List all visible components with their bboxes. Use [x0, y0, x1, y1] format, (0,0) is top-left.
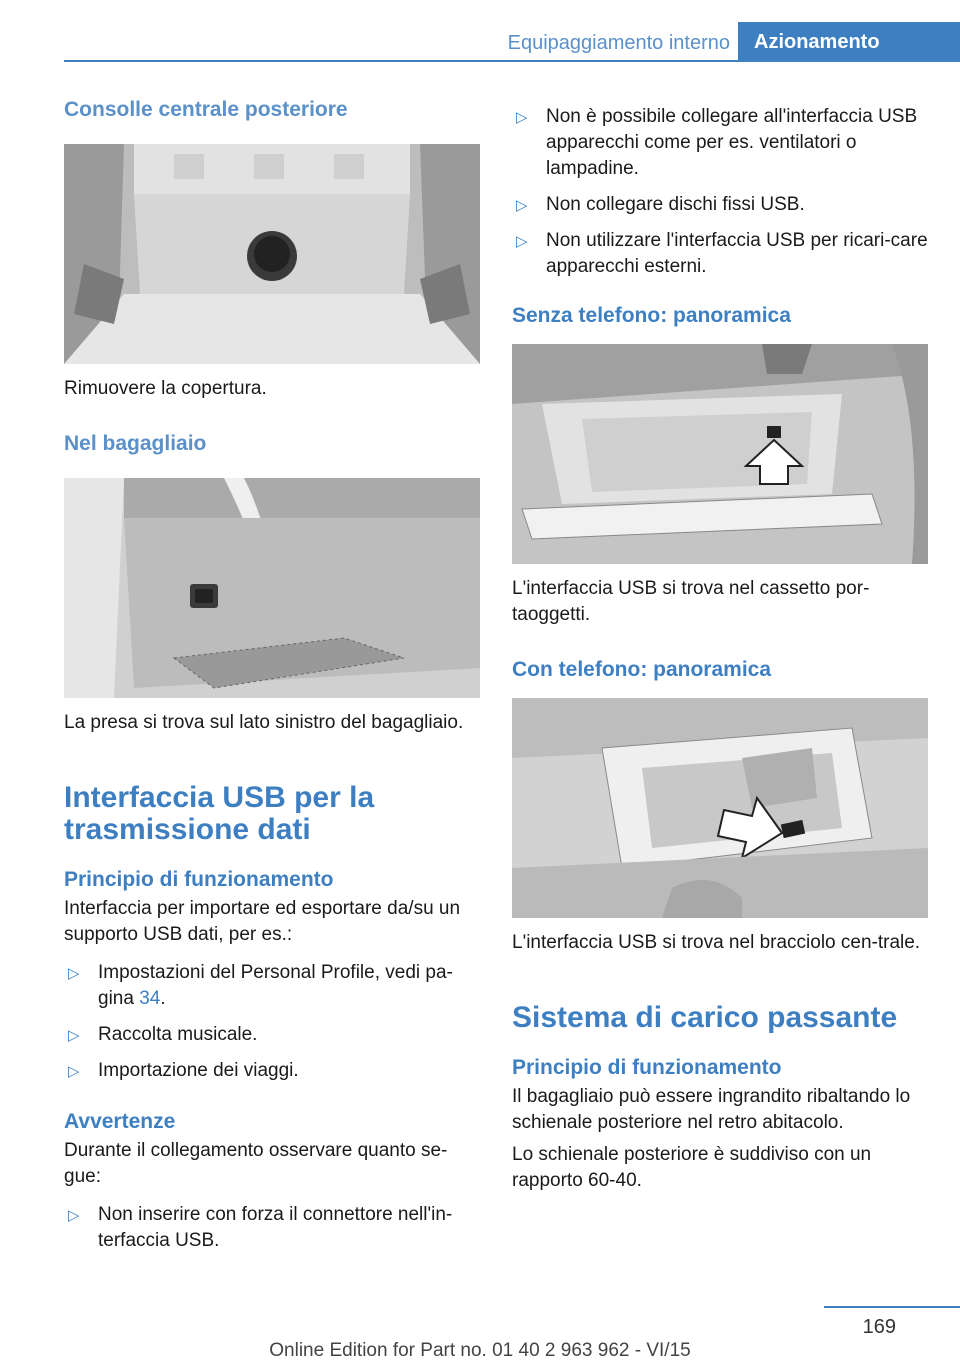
- heading-sistema-carico: Sistema di carico passante: [512, 1001, 898, 1034]
- left-column: [64, 98, 480, 1254]
- footer-rule: [824, 1306, 960, 1308]
- edition-note: Online Edition for Part no. 01 40 2 963 962 - VI/15: [269, 1340, 691, 1361]
- page-header: [0, 0, 960, 62]
- list-item: ▷ Non inserire con forza il connettore nell'in-terfaccia USB.: [68, 1204, 453, 1251]
- caption-bagagliaio: La presa si trova sul lato sinistro del bagagliaio.: [64, 712, 464, 733]
- list-avvertenze: [64, 1202, 480, 1254]
- section-title: Equipaggiamento interno: [507, 32, 730, 54]
- heading-principio: Principio di funzionamento: [64, 868, 334, 891]
- heading-avvertenze: Avvertenze: [64, 1110, 176, 1133]
- list-item: ▷ Impostazioni del Personal Profile, vedi pa-gina 34.: [68, 962, 453, 1009]
- figure-armrest-usb: [512, 698, 928, 918]
- page-number: 169: [862, 1316, 896, 1338]
- list-usb-uses: [64, 960, 480, 1084]
- list-item: ▷ Non collegare dischi fissi USB.: [512, 192, 928, 218]
- figure-trunk-socket: [64, 478, 480, 698]
- caption-consolle: Rimuovere la copertura.: [64, 378, 267, 399]
- heading-bagagliaio: Nel bagagliaio: [64, 432, 207, 455]
- para-sistema-1: Il bagagliaio può essere ingrandito ribaltando lo schienale posteriore nel retro abitacolo.: [512, 1086, 911, 1133]
- triangle-bullet-icon: ▷: [516, 233, 528, 250]
- list-item: ▷ Importazione dei viaggi.: [64, 1058, 480, 1084]
- triangle-bullet-icon: ▷: [68, 1207, 80, 1224]
- heading-senza-telefono: Senza telefono: panoramica: [512, 304, 791, 327]
- list-avvertenze-cont: [512, 104, 928, 280]
- heading-consolle: Consolle centrale posteriore: [64, 98, 348, 121]
- triangle-bullet-icon: ▷: [516, 197, 528, 214]
- heading-usb-line1: Interfaccia USB per la: [64, 781, 375, 814]
- list-item: ▷ Non utilizzare l'interfaccia USB per ricari-care apparecchi esterni.: [516, 230, 928, 277]
- figure-glovebox-usb: [512, 344, 928, 564]
- caption-senza-telefono: L'interfaccia USB si trova nel cassetto por-taoggetti.: [512, 578, 870, 625]
- heading-principio-2: Principio di funzionamento: [512, 1056, 782, 1079]
- page-footer: [0, 1300, 960, 1362]
- page-link[interactable]: 34: [139, 988, 161, 1009]
- caption-con-telefono: L'interfaccia USB si trova nel bracciolo cen-trale.: [512, 932, 921, 953]
- para-avvertenze: Durante il collegamento osservare quanto se-gue:: [64, 1140, 448, 1187]
- list-item: ▷ Raccolta musicale.: [64, 1022, 480, 1048]
- triangle-bullet-icon: ▷: [516, 109, 528, 126]
- para-principio: Interfaccia per importare ed esportare da/su un supporto USB dati, per es.:: [64, 898, 461, 945]
- triangle-bullet-icon: ▷: [68, 1063, 80, 1080]
- list-item: ▷ Non è possibile collegare all'interfaccia USB apparecchi come per es. ventilatori o lampadine.: [516, 106, 918, 179]
- heading-usb-line2: trasmissione dati: [64, 813, 311, 846]
- heading-con-telefono: Con telefono: panoramica: [512, 658, 772, 681]
- para-sistema-2: Lo schienale posteriore è suddiviso con un rapporto 60-40.: [512, 1144, 872, 1191]
- chapter-tab: Azionamento: [738, 22, 960, 62]
- triangle-bullet-icon: ▷: [68, 965, 80, 982]
- triangle-bullet-icon: ▷: [68, 1027, 80, 1044]
- right-column: [512, 104, 928, 1194]
- header-rule: [64, 60, 960, 62]
- figure-rear-console: [64, 144, 480, 364]
